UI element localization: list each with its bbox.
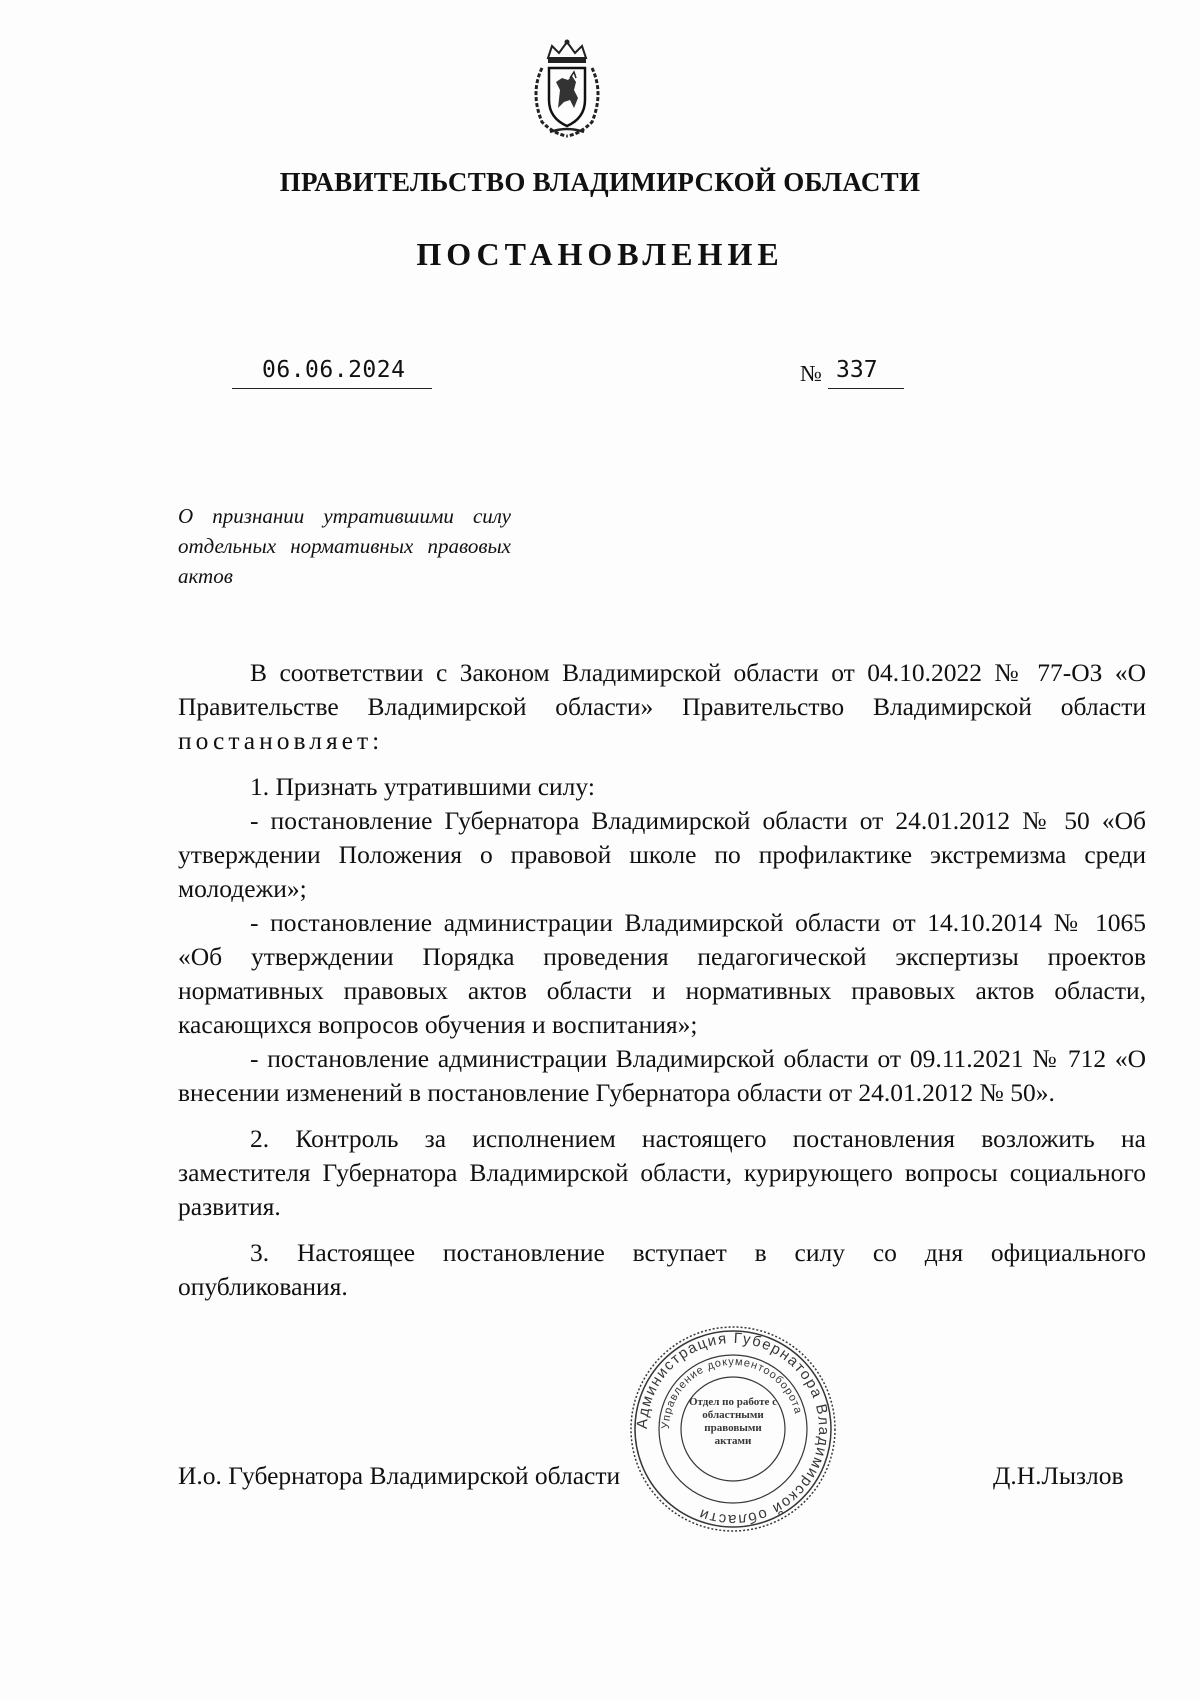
preamble-decree: постановляет:	[178, 726, 384, 755]
preamble-paragraph	[178, 656, 1146, 758]
document-date: 06.06.2024	[262, 357, 406, 383]
item-1-subitem-a: - постановление Губернатора Владимирской области от 24.01.2012 № 50 «Об утверждении Положения о правовой школе по профилактике экстремизма среди молодежи»;	[178, 806, 1146, 903]
document-subject: О признании утратившими силу отдельных нормативных правовых актов	[178, 504, 511, 588]
item-3: 3. Настоящее постановление вступает в силу со дня официального опубликования.	[178, 1238, 1146, 1301]
document-number: 337	[836, 357, 878, 383]
document-type-title: ПОСТАНОВЛЕНИЕ	[416, 236, 784, 272]
item-1-subitem-b: - постановление администрации Владимирской области от 14.10.2014 № 1065 «Об утверждении Порядка проведения педагогической экспертизы проектов нормативных правовых актов области и нормативных правовых актов области, касающихся вопросов обучения и воспитания»;	[178, 908, 1146, 1039]
item-2: 2. Контроль за исполнением настоящего постановления возложить на заместителя Губернатора Владимирской области, курирующего вопросы социального развития.	[178, 1124, 1146, 1221]
signer-position: И.о. Губернатора Владимирской области	[178, 1461, 621, 1490]
organization-title: ПРАВИТЕЛЬСТВО ВЛАДИМИРСКОЙ ОБЛАСТИ	[279, 167, 921, 197]
number-underline	[828, 388, 904, 389]
coat-of-arms-icon	[524, 38, 610, 138]
date-underline	[232, 388, 432, 389]
preamble-text: В соответствии с Законом Владимирской области от 04.10.2022 № 77-ОЗ «О Правительстве Владимирской области» Правительство Владимирской области	[178, 658, 1146, 721]
item-1-title: 1. Признать утратившими силу:	[250, 772, 595, 801]
number-sign: №	[800, 361, 822, 386]
stamp-inner-text: Управление документооборота	[659, 1355, 805, 1430]
stamp-center-text: Отдел по работе с областными правовыми актами	[688, 1396, 778, 1447]
official-stamp-icon	[628, 1324, 838, 1534]
document-body	[178, 656, 1146, 1304]
signer-name: Д.Н.Лызлов	[993, 1461, 1124, 1490]
item-1-subitem-c: - постановление администрации Владимирской области от 09.11.2021 № 712 «О внесении изменений в постановление Губернатора области от 24.01.2012 № 50».	[178, 1044, 1146, 1107]
stamp-outer-text: Администрация Губернатора Владимирской области	[633, 1329, 833, 1529]
